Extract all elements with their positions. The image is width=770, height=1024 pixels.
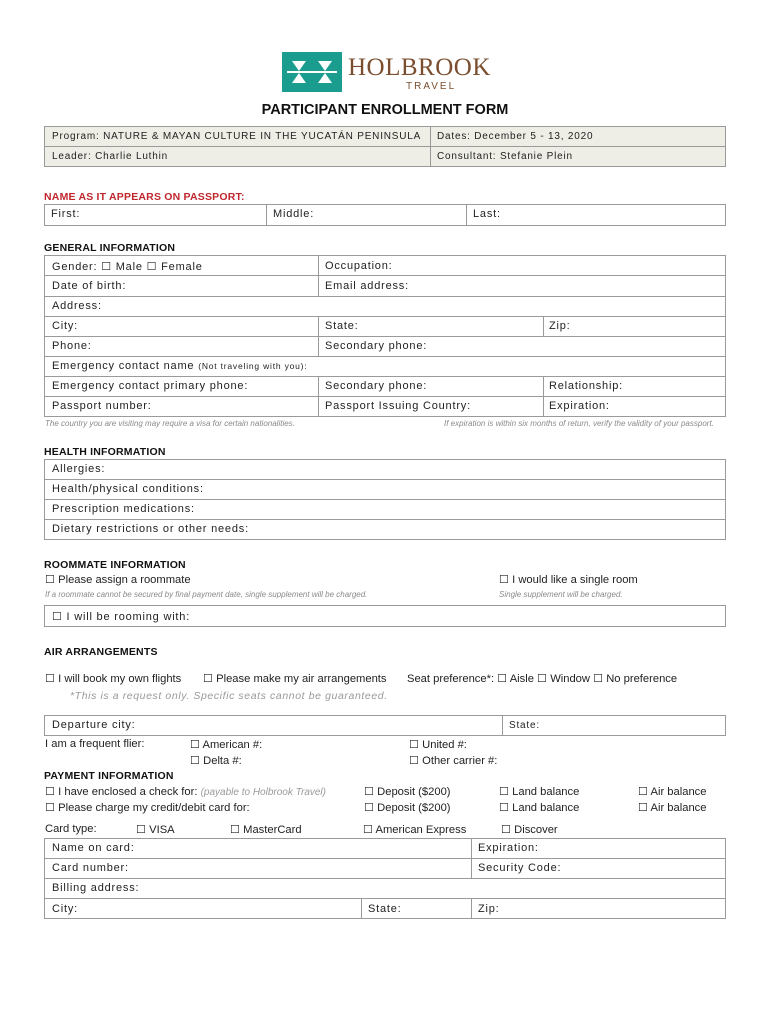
charge-card-checkbox[interactable]: ☐ Please charge my credit/debit card for: [45,802,250,814]
card-expiration-field[interactable]: Expiration: [478,842,539,854]
first-name-field[interactable]: First: [51,208,81,220]
single-room-checkbox[interactable]: ☐ I would like a single room [499,574,638,586]
own-flights-checkbox[interactable]: ☐ I will book my own flights [45,673,182,685]
billing-address-field[interactable]: Billing address: [52,882,140,894]
gender-field[interactable]: Gender: ☐ Male ☐ Female [52,261,203,273]
state-field[interactable]: State: [325,320,359,332]
allergies-field[interactable]: Allergies: [52,463,106,475]
roommate-heading: ROOMMATE INFORMATION [44,559,186,571]
medications-field[interactable]: Prescription medications: [52,503,195,515]
air-card-checkbox[interactable]: ☐ Air balance [638,802,707,814]
page-title: PARTICIPANT ENROLLMENT FORM [261,102,509,118]
health-heading: HEALTH INFORMATION [44,446,166,458]
logo-mark-icon [282,52,342,92]
billing-city-field[interactable]: City: [52,903,78,915]
dob-field[interactable]: Date of birth: [52,280,127,292]
united-checkbox[interactable]: ☐ United #: [409,739,467,751]
holbrook-logo [282,50,492,96]
make-arrangements-checkbox[interactable]: ☐ Please make my air arrangements [203,673,387,685]
assign-roommate-checkbox[interactable]: ☐ Please assign a roommate [45,574,191,586]
expiration-note: If expiration is within six months of return, verify the validity of your passport. [444,419,714,428]
logo-name: HOLBROOK [348,54,491,81]
dates-label: Dates: December 5 - 13, 2020 [437,131,594,142]
discover-checkbox[interactable]: ☐ Discover [501,824,558,836]
passport-number-field[interactable]: Passport number: [52,400,152,412]
emergency-name-field[interactable] [52,360,307,372]
email-field[interactable]: Email address: [325,280,409,292]
rooming-with-field[interactable]: ☐ I will be rooming with: [52,611,191,623]
passport-expiration-field[interactable]: Expiration: [549,400,610,412]
billing-zip-field[interactable]: Zip: [478,903,500,915]
security-code-field[interactable]: Security Code: [478,862,562,874]
middle-name-field[interactable]: Middle: [273,208,315,220]
air-check-checkbox[interactable]: ☐ Air balance [638,786,707,798]
zip-field[interactable]: Zip: [549,320,571,332]
american-checkbox[interactable]: ☐ American #: [190,739,263,751]
name-row[interactable] [44,204,726,226]
last-name-field[interactable]: Last: [473,208,501,220]
leader-label: Leader: Charlie Luthin [52,151,168,162]
program-label: Program: NATURE & MAYAN CULTURE IN THE YUCATÁN PENINSULA [52,131,422,142]
conditions-field[interactable]: Health/physical conditions: [52,483,204,495]
air-heading: AIR ARRANGEMENTS [44,646,158,658]
amex-checkbox[interactable]: ☐ American Express [363,824,467,836]
name-on-card-field[interactable]: Name on card: [52,842,135,854]
seat-preference[interactable]: Seat preference*: ☐ Aisle ☐ Window ☐ No preference [407,673,678,685]
emergency-name-note: (Not traveling with you): [198,361,308,371]
departure-row[interactable] [44,715,726,736]
emergency-name-label: Emergency contact name [52,360,195,372]
address-field[interactable]: Address: [52,300,102,312]
visa-checkbox[interactable]: ☐ VISA [136,824,175,836]
deposit-check-checkbox[interactable]: ☐ Deposit ($200) [364,786,451,798]
mastercard-checkbox[interactable]: ☐ MasterCard [230,824,302,836]
emergency-phone-field[interactable]: Emergency contact primary phone: [52,380,249,392]
land-check-checkbox[interactable]: ☐ Land balance [499,786,580,798]
check-label: ☐ I have enclosed a check for: [45,786,198,798]
payment-heading: PAYMENT INFORMATION [44,770,174,782]
departure-state-field[interactable]: State: [509,720,540,731]
deposit-card-checkbox[interactable]: ☐ Deposit ($200) [364,802,451,814]
check-checkbox[interactable] [45,785,326,798]
card-type-label: Card type: [45,823,97,835]
other-carrier-checkbox[interactable]: ☐ Other carrier #: [409,755,498,767]
passport-name-heading: NAME AS IT APPEARS ON PASSPORT: [44,191,245,203]
land-card-checkbox[interactable]: ☐ Land balance [499,802,580,814]
seat-note: *This is a request only. Specific seats cannot be guaranteed. [70,690,388,702]
occupation-field[interactable]: Occupation: [325,260,393,272]
billing-state-field[interactable]: State: [368,903,402,915]
dietary-field[interactable]: Dietary restrictions or other needs: [52,523,249,535]
relationship-field[interactable]: Relationship: [549,380,623,392]
consultant-label: Consultant: Stefanie Plein [437,151,573,162]
city-field[interactable]: City: [52,320,78,332]
secondary-phone-field[interactable]: Secondary phone: [325,340,428,352]
delta-checkbox[interactable]: ☐ Delta #: [190,755,242,767]
general-heading: GENERAL INFORMATION [44,242,176,254]
check-note: (payable to Holbrook Travel) [200,787,326,798]
card-number-field[interactable]: Card number: [52,862,129,874]
phone-field[interactable]: Phone: [52,340,92,352]
frequent-flier-label: I am a frequent flier: [45,738,145,750]
passport-country-field[interactable]: Passport Issuing Country: [325,400,471,412]
emergency-secondary-field[interactable]: Secondary phone: [325,380,428,392]
roommate-note: If a roommate cannot be secured by final payment date, single supplement will be charged. [45,590,368,599]
logo-sub: TRAVEL [406,81,457,92]
visa-note: The country you are visiting may require a visa for certain nationalities. [45,419,295,428]
departure-city-field[interactable]: Departure city: [52,719,136,731]
single-note: Single supplement will be charged. [499,590,623,599]
